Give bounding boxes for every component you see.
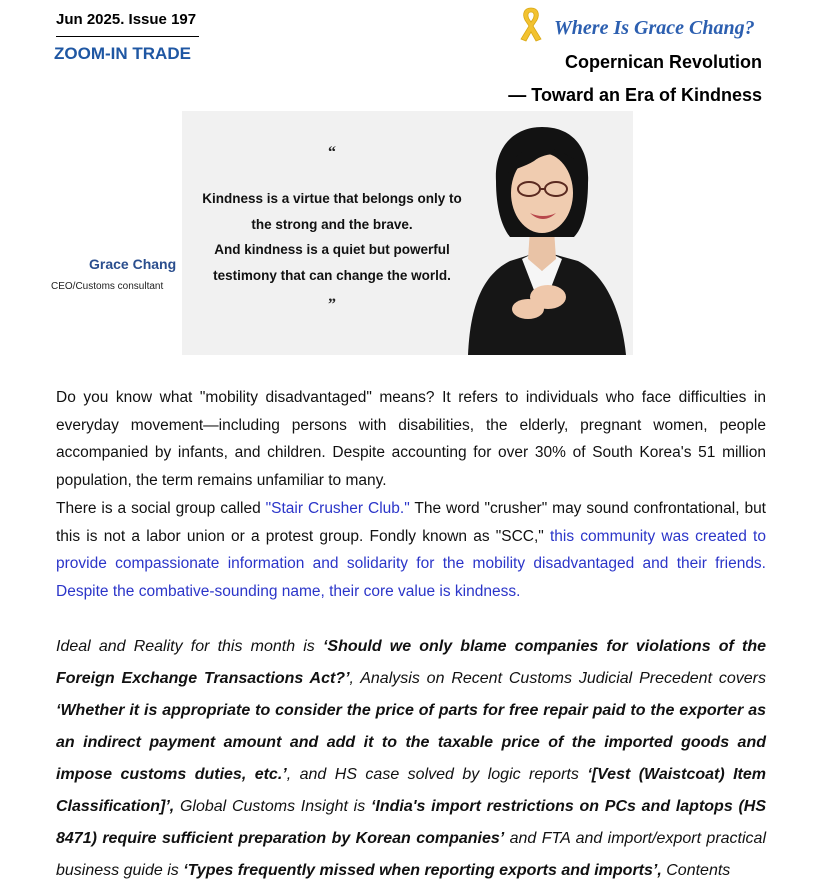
article-title-line1: Copernican Revolution <box>564 52 762 72</box>
summary-text: , Analysis on Recent Customs Judicial Precedent covers <box>349 670 766 687</box>
scc-description-highlight: this community was created to provide compassionate information and solidarity for the mobility disadvantaged and their friends. Despite the combative-sounding name, their core value is kindness. <box>56 527 766 600</box>
summary-text: , and HS case solved by logic reports <box>286 766 588 783</box>
summary-text: Ideal and Reality for this month is <box>56 638 323 655</box>
article-body <box>56 384 766 606</box>
scc-highlight: "Stair Crusher Club." <box>265 499 410 517</box>
summary-topic: ‘India's import restrictions on PCs and laptops (HS 8471) require sufficient preparation by Korean companies’ <box>56 798 766 847</box>
quote-line: And kindness is a quiet but powerful <box>214 242 450 257</box>
summary-text: and FTA and import/export practical business guide is <box>56 830 766 879</box>
open-quote-mark: “ <box>328 144 336 161</box>
quote-line: the strong and the brave. <box>251 216 413 232</box>
quote-text <box>196 186 468 288</box>
issue-summary <box>56 631 766 887</box>
yellow-ribbon-icon <box>516 6 546 42</box>
summary-text: Global Customs Insight is <box>174 798 371 815</box>
quote-line: Kindness is a virtue that belongs only to <box>202 191 462 206</box>
quote-banner <box>182 111 633 355</box>
author-name: Grace Chang <box>89 256 177 272</box>
summary-topic: ‘[Vest (Waistcoat) Item Classification]’, <box>56 766 767 815</box>
author-role: CEO/Customs consultant <box>51 281 164 292</box>
paragraph-scc <box>56 495 766 606</box>
summary-topic: ‘Whether it is appropriate to consider the price of parts for free repair paid to the exporter as an indirect payment amount and add it to the taxable price of the imported goods and impose customs duties, etc.’ <box>56 702 766 783</box>
author-portrait <box>450 111 633 355</box>
quote-line: testimony that can change the world. <box>213 267 451 283</box>
issue-label: Jun 2025. Issue 197 <box>56 11 197 28</box>
summary-text: Contents <box>661 862 731 879</box>
close-quote-mark: ” <box>328 296 336 313</box>
paragraph-text: The word "crusher" may sound confrontational, but this is not a labor union or a protest group. Fondly known as "SCC," <box>56 499 766 545</box>
summary-topic: ‘Should we only blame companies for violations of the Foreign Exchange Transactions Act?’ <box>56 638 766 687</box>
section-label: ZOOM-IN TRADE <box>54 44 191 63</box>
issue-underline <box>56 36 199 37</box>
article-title-line2: — Toward an Era of Kindness <box>508 85 762 105</box>
paragraph-mobility: Do you know what "mobility disadvantaged" means? It refers to individuals who face difficulties in everyday movement—including persons with disabilities, the elderly, pregnant women, people accompanied by infants, and children. Despite accounting for over 30% of South Korea's 51 million population, the term remains unfamiliar to many. <box>56 389 766 490</box>
paragraph-text: There is a social group called <box>56 499 266 517</box>
summary-topic: ‘Types frequently missed when reporting exports and imports’, <box>183 862 662 879</box>
series-title: Where Is Grace Chang? <box>554 17 755 39</box>
